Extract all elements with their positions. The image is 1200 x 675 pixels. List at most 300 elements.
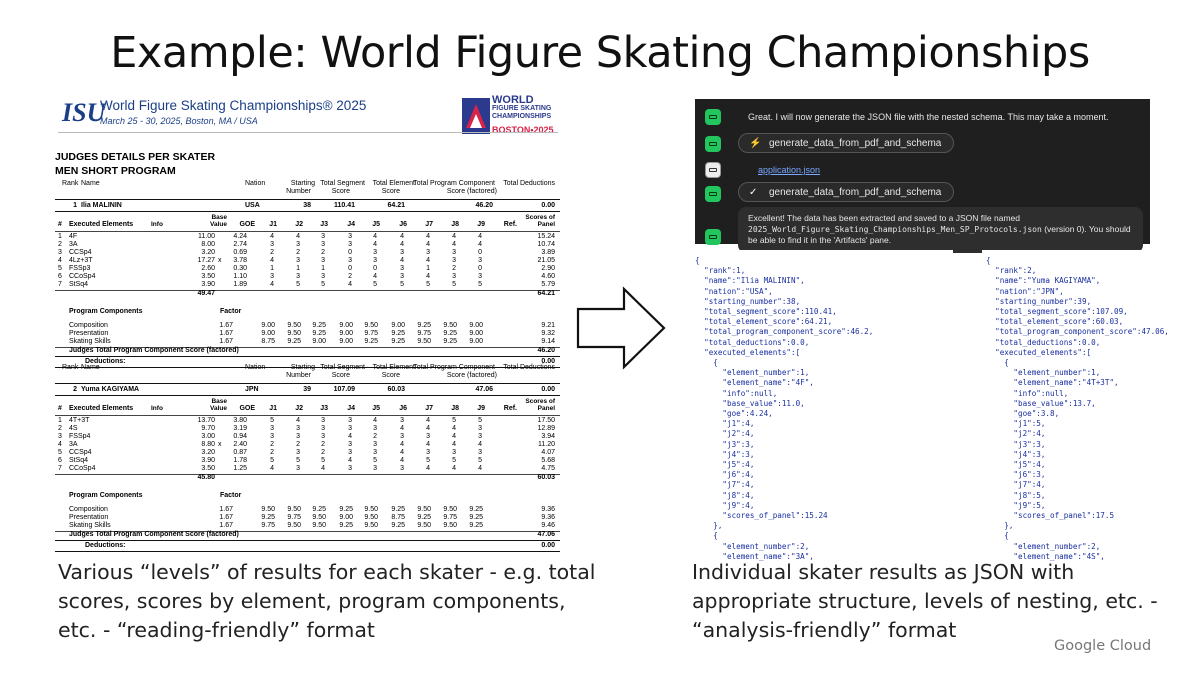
component-judge-score: 9.50 <box>417 522 431 529</box>
component-judge-score: 9.00 <box>312 338 326 345</box>
element-base-value: 3.90 <box>201 457 215 464</box>
component-judge-score: 9.25 <box>469 514 483 521</box>
skater-pcs: 47.06 <box>475 386 493 393</box>
component-judge-score: 9.00 <box>469 338 483 345</box>
col-j7: J7 <box>425 405 433 412</box>
skater-pcs: 46.20 <box>475 202 493 209</box>
caption-left: Various “levels” of results for each skater - e.g. total scores, scores by element, program components, etc. - “reading-friendly” format <box>58 560 596 642</box>
element-panel-score: 2.90 <box>541 265 555 272</box>
element-judge-score: 3 <box>348 233 352 240</box>
element-judge-score: 5 <box>426 457 430 464</box>
element-number: 1 <box>58 233 62 240</box>
element-judge-score: 4 <box>348 281 352 288</box>
element-judge-score: 2 <box>270 441 274 448</box>
component-judge-score: 9.50 <box>261 506 275 513</box>
element-base-value: 8.00 <box>201 241 215 248</box>
element-judge-score: 3 <box>478 257 482 264</box>
table-rule <box>55 231 560 232</box>
element-judge-score: 4 <box>270 281 274 288</box>
element-judge-score: 3 <box>478 433 482 440</box>
skater-table <box>55 364 560 549</box>
elements-total-row <box>55 290 560 300</box>
col-rank: Rank <box>62 364 79 371</box>
component-judge-score: 9.00 <box>339 330 353 337</box>
json-line: "name":"Ilia MALININ", <box>695 276 805 286</box>
col-number: Number <box>286 372 311 379</box>
element-name: CCSp4 <box>69 449 92 456</box>
element-number: 1 <box>58 417 62 424</box>
element-goe: 2.74 <box>233 241 247 248</box>
element-panel-score: 17.50 <box>537 417 555 424</box>
element-base-value: 8.80 <box>201 441 215 448</box>
element-judge-score: 3 <box>321 417 325 424</box>
json-line: "element_number":2, <box>986 541 1101 551</box>
col-j3: J3 <box>320 405 328 412</box>
element-number: 5 <box>58 449 62 456</box>
element-number: 2 <box>58 241 62 248</box>
element-judge-score: 3 <box>348 241 352 248</box>
skater-nation: JPN <box>245 386 259 393</box>
element-judge-score: 3 <box>400 273 404 280</box>
element-judge-score: 4 <box>400 241 404 248</box>
json-line: "element_name":"4T+3T", <box>986 378 1119 388</box>
skater-start: 38 <box>303 202 311 209</box>
element-judge-score: 2 <box>321 441 325 448</box>
json-line: "nation":"USA", <box>695 286 773 296</box>
element-judge-score: 3 <box>373 449 377 456</box>
table-rule <box>55 415 560 416</box>
event-title: World Figure Skating Championships® 2025 <box>100 98 367 113</box>
element-judge-score: 0 <box>478 249 482 256</box>
element-judge-score: 5 <box>478 417 482 424</box>
col-ref: Ref. <box>503 405 517 412</box>
skater-rank: 2 <box>73 386 77 393</box>
json-line: "goe":4.24, <box>695 409 773 418</box>
element-number: 4 <box>58 441 62 448</box>
base-value-total: 45.80 <box>197 474 215 481</box>
json-line: "nation":"JPN", <box>986 286 1064 296</box>
tool-result-pill[interactable]: ✓ generate_data_from_pdf_and_schema <box>738 182 954 202</box>
protocol-document <box>50 92 566 549</box>
element-judge-score: 1 <box>296 265 300 272</box>
json-line: "j6":4, <box>695 470 755 480</box>
col-j9: J9 <box>477 221 485 228</box>
col-j1: J1 <box>269 221 277 228</box>
element-judge-score: 4 <box>373 417 377 424</box>
col-j6: J6 <box>399 405 407 412</box>
col-rank: Rank <box>62 180 79 187</box>
json-line: { <box>986 531 1009 541</box>
element-number: 7 <box>58 465 62 472</box>
component-name: Presentation <box>69 514 109 521</box>
json-line: "element_number":2, <box>695 541 810 551</box>
col-nation: Nation <box>245 364 266 371</box>
skater-tes: 60.03 <box>387 386 405 393</box>
col-exec: Executed Elements <box>69 405 134 412</box>
col-tss-2: Score <box>331 372 350 379</box>
element-name: 3A <box>69 441 78 448</box>
element-judge-score: 3 <box>373 465 377 472</box>
json-line: "j4":3, <box>986 449 1046 459</box>
element-judge-score: 3 <box>373 425 377 432</box>
element-judge-score: 4 <box>452 233 456 240</box>
element-judge-score: 4 <box>400 457 404 464</box>
col-j2: J2 <box>295 405 303 412</box>
isu-logo: ISU <box>62 98 106 127</box>
element-base-value: 3.20 <box>201 249 215 256</box>
json-line: "goe":3.8, <box>986 409 1060 418</box>
component-judge-score: 9.25 <box>469 506 483 513</box>
element-number: 5 <box>58 265 62 272</box>
skater-rank: 1 <box>73 202 77 209</box>
element-base-value: 3.50 <box>201 465 215 472</box>
element-judge-score: 3 <box>426 433 430 440</box>
element-panel-score: 11.20 <box>538 441 555 448</box>
col-factor: Factor <box>220 492 242 499</box>
component-judge-score: 9.50 <box>443 322 457 329</box>
summary-header-2 <box>55 188 560 198</box>
col-num: # <box>58 221 62 228</box>
element-name: 4F <box>69 233 78 240</box>
col-j3: J3 <box>320 221 328 228</box>
component-judge-score: 9.50 <box>287 330 301 337</box>
json-line: "element_name":"3A", <box>695 551 814 561</box>
col-tes-2: Score <box>381 372 400 379</box>
json-line: "j5":4, <box>695 460 755 469</box>
element-name: FSSp4 <box>69 433 91 440</box>
element-judge-score: 5 <box>452 417 456 424</box>
element-goe: 0.30 <box>233 265 247 272</box>
element-judge-score: 3 <box>400 417 404 424</box>
skater-tes: 64.21 <box>387 202 405 209</box>
component-judge-score: 9.25 <box>469 522 483 529</box>
element-judge-score: 3 <box>400 249 404 256</box>
component-judge-score: 9.25 <box>417 514 431 521</box>
document-header <box>50 92 566 140</box>
json-line: "j6":3, <box>986 470 1046 480</box>
element-judge-score: 3 <box>321 273 325 280</box>
element-panel-score: 3.89 <box>541 249 555 256</box>
col-base: Base <box>211 398 227 405</box>
component-panel-score: 9.14 <box>541 338 555 345</box>
component-judge-score: 9.25 <box>391 338 405 345</box>
col-ref: Ref. <box>503 221 517 228</box>
col-goe: GOE <box>239 405 255 412</box>
element-judge-score: 4 <box>452 441 456 448</box>
element-judge-score: 3 <box>270 241 274 248</box>
element-judge-score: 5 <box>452 457 456 464</box>
col-j5: J5 <box>372 405 380 412</box>
element-base-value: 3.20 <box>201 449 215 456</box>
element-name: CCoSp4 <box>69 273 96 280</box>
chat-final-message: Excellent! The data has been extracted and saved to a JSON file named 2025_World_Figure_Skating_Championships_Men_SP_Protocols.json (version 0). You should be able to find it in the 'Artifacts' pane. <box>738 207 1143 253</box>
col-nation: Nation <box>245 180 266 187</box>
component-factor: 1.67 <box>219 506 233 513</box>
component-judge-score: 9.00 <box>469 322 483 329</box>
element-base-value: 13.70 <box>197 417 215 424</box>
components-header <box>55 492 560 502</box>
col-tss: Total Segment <box>320 364 365 371</box>
skater-table <box>55 180 560 365</box>
element-judge-score: 4 <box>452 241 456 248</box>
json-line: "rank":2, <box>986 266 1037 276</box>
json-line: "j9":4, <box>695 500 755 510</box>
json-line: "total_deductions":0.0, <box>695 337 810 347</box>
element-number: 3 <box>58 249 62 256</box>
col-starting: Starting <box>290 180 315 187</box>
skater-ded: 0.00 <box>541 386 555 393</box>
element-judge-score: 5 <box>478 281 482 288</box>
json-line: "j3":3, <box>695 439 755 449</box>
element-judge-score: 4 <box>373 233 377 240</box>
logo-line-world: WORLD <box>492 94 534 106</box>
checkmark-icon: ✓ <box>749 186 758 198</box>
element-judge-score: 4 <box>426 425 430 432</box>
json-line: "total_element_score":64.21, <box>695 317 833 327</box>
json-panel-kagiyama <box>982 250 1169 561</box>
json-line: "j9":5, <box>986 500 1046 510</box>
component-judge-score: 9.00 <box>469 330 483 337</box>
skater-name: Ilia MALININ <box>81 202 122 209</box>
slide-title: Example: World Figure Skating Championships <box>110 28 1090 78</box>
element-judge-score: 3 <box>348 425 352 432</box>
right-arrow-icon <box>576 287 666 369</box>
col-name: Name <box>81 364 100 371</box>
table-rule <box>55 551 560 552</box>
element-judge-score: 5 <box>426 281 430 288</box>
component-judge-score: 8.75 <box>261 338 275 345</box>
skater-start: 39 <box>303 386 311 393</box>
element-judge-score: 3 <box>348 257 352 264</box>
element-judge-score: 3 <box>296 425 300 432</box>
component-judge-score: 9.50 <box>287 506 301 513</box>
col-starting: Starting <box>290 364 315 371</box>
component-judge-score: 9.75 <box>417 330 431 337</box>
json-line: }, <box>986 521 1014 531</box>
element-base-value: 3.00 <box>201 433 215 440</box>
elements-header-2 <box>55 221 560 231</box>
component-factor: 1.67 <box>219 322 233 329</box>
element-judge-score: 3 <box>373 257 377 264</box>
col-tes-2: Score <box>381 188 400 195</box>
chat-panel <box>695 99 1150 244</box>
component-judge-score: 9.25 <box>443 338 457 345</box>
element-judge-score: 4 <box>270 257 274 264</box>
component-panel-score: 9.21 <box>541 322 555 329</box>
element-judge-score: 2 <box>296 249 300 256</box>
element-judge-score: 4 <box>426 241 430 248</box>
element-number: 2 <box>58 425 62 432</box>
component-judge-score: 9.50 <box>312 522 326 529</box>
element-judge-score: 4 <box>400 425 404 432</box>
element-judge-score: 3 <box>321 233 325 240</box>
element-judge-score: 2 <box>321 449 325 456</box>
element-base-value: 9.70 <box>201 425 215 432</box>
element-panel-score: 4.75 <box>541 465 555 472</box>
element-panel-score: 15.24 <box>537 233 555 240</box>
element-judge-score: 4 <box>400 449 404 456</box>
col-pcs-2: Score (factored) <box>446 188 497 195</box>
element-judge-score: 4 <box>478 241 482 248</box>
col-pcs: Total Program Component <box>413 364 495 371</box>
json-line: "base_value":13.7, <box>986 398 1096 408</box>
col-sop-2: Panel <box>537 221 555 228</box>
element-judge-score: 2 <box>321 249 325 256</box>
element-judge-score: 4 <box>270 465 274 472</box>
logo-line-boston: BOSTON•2025 <box>492 125 554 135</box>
element-judge-score: 4 <box>478 233 482 240</box>
element-judge-score: 4 <box>426 417 430 424</box>
element-judge-score: 3 <box>296 241 300 248</box>
element-panel-score: 10.74 <box>537 241 555 248</box>
element-name: StSq4 <box>69 281 89 288</box>
element-judge-score: 3 <box>373 441 377 448</box>
table-rule <box>55 211 560 212</box>
caption-right: Individual skater results as JSON with appropriate structure, levels of nesting, etc. - “analysis-friendly” format <box>692 560 1158 642</box>
json-line: "starting_number":39, <box>986 296 1092 306</box>
json-line: { <box>986 358 1009 367</box>
component-judge-score: 9.75 <box>261 522 275 529</box>
col-tss-2: Score <box>331 188 350 195</box>
component-factor: 1.67 <box>219 522 233 529</box>
element-judge-score: 3 <box>400 433 404 440</box>
component-name: Composition <box>69 506 108 513</box>
element-panel-score: 5.68 <box>541 457 555 464</box>
element-judge-score: 4 <box>452 465 456 472</box>
element-judge-score: 4 <box>296 233 300 240</box>
json-line: "executed_elements":[ <box>986 347 1092 357</box>
component-panel-score: 9.36 <box>541 506 555 513</box>
col-base: Base <box>211 214 227 221</box>
component-judge-score: 9.50 <box>287 322 301 329</box>
element-name: 4T+3T <box>69 417 90 424</box>
element-judge-score: 0 <box>348 265 352 272</box>
col-info: Info <box>151 221 163 228</box>
col-tes: Total Element <box>372 364 415 371</box>
deductions-value: 0.00 <box>541 542 555 549</box>
element-base-value: 3.50 <box>201 273 215 280</box>
json-line: "starting_number":38, <box>695 296 801 306</box>
element-number: 4 <box>58 257 62 264</box>
col-j8: J8 <box>451 221 459 228</box>
element-judge-score: 3 <box>321 433 325 440</box>
component-judge-score: 9.25 <box>312 506 326 513</box>
element-judge-score: 3 <box>426 449 430 456</box>
component-judge-score: 9.25 <box>312 322 326 329</box>
element-judge-score: 3 <box>270 433 274 440</box>
json-line: "total_segment_score":107.09, <box>986 307 1128 316</box>
col-j5: J5 <box>372 221 380 228</box>
deductions-value: 0.00 <box>541 358 555 365</box>
element-judge-score: 3 <box>452 249 456 256</box>
element-judge-score: 3 <box>321 257 325 264</box>
element-goe: 2.40 <box>233 441 247 448</box>
element-judge-score: 3 <box>478 425 482 432</box>
component-judge-score: 9.00 <box>261 330 275 337</box>
element-judge-score: 4 <box>426 257 430 264</box>
json-line: "total_deductions":0.0, <box>986 337 1101 347</box>
col-program-components: Program Components <box>69 492 143 499</box>
component-name: Skating Skills <box>69 338 111 345</box>
col-pcs: Total Program Component <box>413 180 495 187</box>
element-judge-score: 0 <box>373 265 377 272</box>
element-judge-score: 5 <box>296 457 300 464</box>
component-judge-score: 9.50 <box>417 506 431 513</box>
agent-avatar-icon <box>705 229 721 245</box>
json-line: "total_program_component_score":47.06, <box>986 327 1169 337</box>
component-name: Skating Skills <box>69 522 111 529</box>
file-link[interactable]: application.json <box>758 165 821 175</box>
col-factor: Factor <box>220 308 242 315</box>
json-line: "j2":4, <box>986 429 1046 439</box>
element-panel-score: 12.89 <box>537 425 555 432</box>
element-goe: 0.94 <box>233 433 247 440</box>
json-line: "info":null, <box>986 388 1069 398</box>
tool-call-pill[interactable]: ⚡ generate_data_from_pdf_and_schema <box>738 133 954 153</box>
panel-score-total: 60.03 <box>537 474 555 481</box>
element-judge-score: 4 <box>348 433 352 440</box>
element-judge-score: 4 <box>373 241 377 248</box>
element-goe: 0.87 <box>233 449 247 456</box>
table-rule <box>55 395 560 396</box>
element-judge-score: 4 <box>296 417 300 424</box>
component-judge-score: 9.50 <box>443 506 457 513</box>
agent-avatar-icon <box>705 109 721 125</box>
col-name: Name <box>81 180 100 187</box>
component-name: Composition <box>69 322 108 329</box>
element-judge-score: 0 <box>348 249 352 256</box>
component-judge-score: 9.25 <box>391 330 405 337</box>
component-judge-score: 9.00 <box>339 322 353 329</box>
jtpcs-value: 46.20 <box>537 347 555 354</box>
element-judge-score: 3 <box>296 449 300 456</box>
element-judge-score: 0 <box>478 265 482 272</box>
table-rule <box>55 356 560 357</box>
element-judge-score: 3 <box>348 465 352 472</box>
element-judge-score: 5 <box>452 281 456 288</box>
col-base-2: Value <box>210 405 227 412</box>
element-judge-score: 4 <box>426 441 430 448</box>
component-judge-score: 9.50 <box>364 522 378 529</box>
element-judge-score: 4 <box>400 441 404 448</box>
element-judge-score: 3 <box>296 273 300 280</box>
chat-message: Great. I will now generate the JSON file with the nested schema. This may take a moment. <box>748 112 1109 122</box>
skater-nation: USA <box>245 202 260 209</box>
element-goe: 3.78 <box>233 257 247 264</box>
json-line: "info":null, <box>695 388 778 398</box>
component-factor: 1.67 <box>219 330 233 337</box>
element-judge-score: 5 <box>373 457 377 464</box>
json-line: "name":"Yuma KAGIYAMA", <box>986 276 1101 286</box>
element-goe: 1.10 <box>233 273 247 280</box>
element-judge-score: 3 <box>296 465 300 472</box>
json-panel-malinin <box>691 250 953 561</box>
summary-header-2 <box>55 372 560 382</box>
element-judge-score: 4 <box>321 465 325 472</box>
element-judge-score: 3 <box>452 449 456 456</box>
element-judge-score: 5 <box>270 457 274 464</box>
component-panel-score: 9.32 <box>541 330 555 337</box>
json-line: "element_number":1, <box>986 368 1101 378</box>
element-x-flag: x <box>218 257 222 264</box>
google-cloud-logo: Google Cloud <box>1054 638 1152 654</box>
element-number: 7 <box>58 281 62 288</box>
col-j4: J4 <box>347 221 355 228</box>
element-judge-score: 4 <box>373 273 377 280</box>
element-judge-score: 3 <box>452 273 456 280</box>
element-name: StSq4 <box>69 457 89 464</box>
col-info: Info <box>151 405 163 412</box>
